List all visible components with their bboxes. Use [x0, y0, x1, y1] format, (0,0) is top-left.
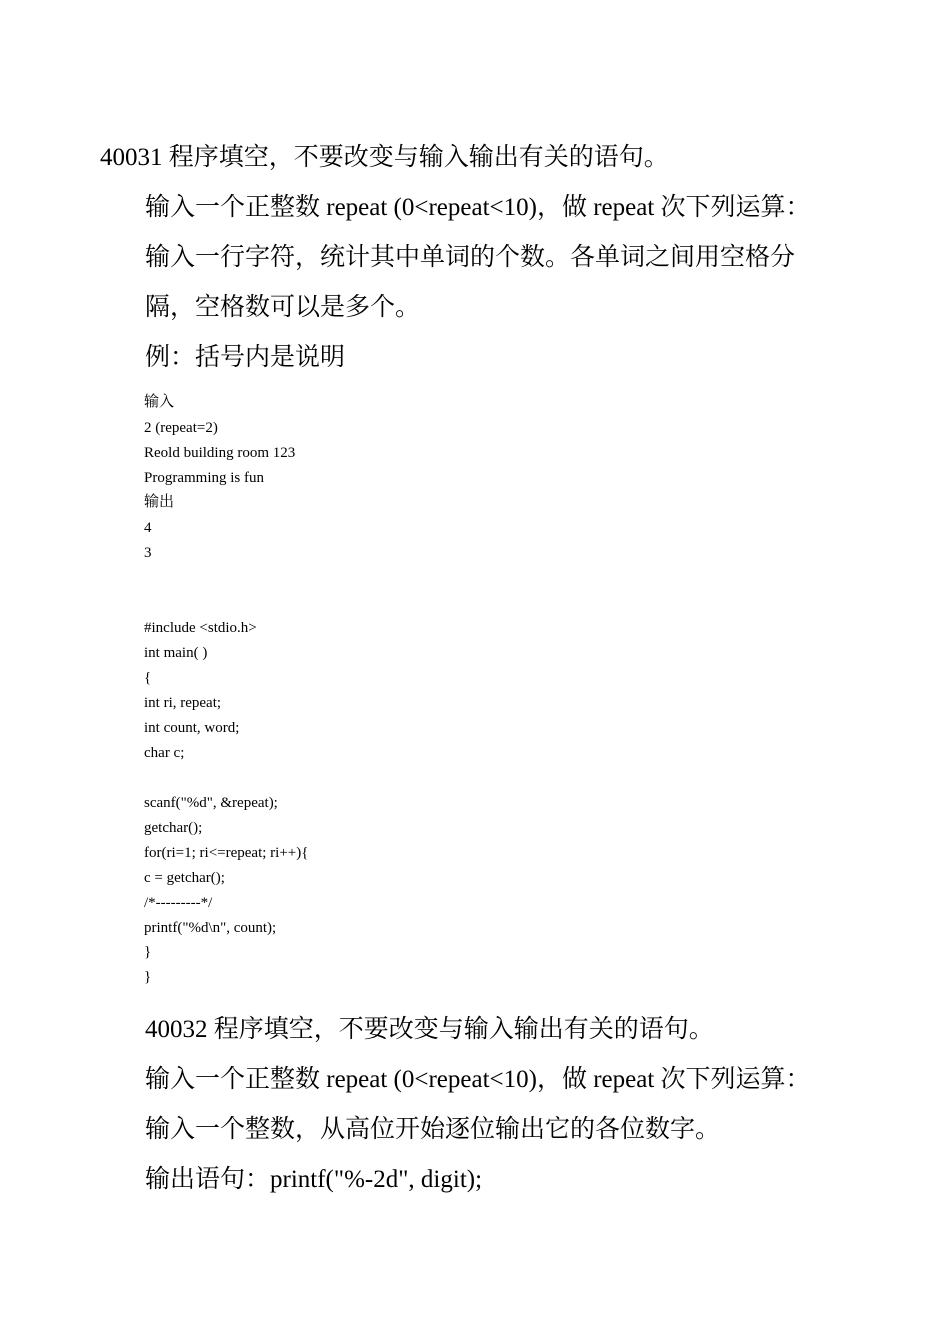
- sample-input-label: 输入: [144, 394, 175, 410]
- sample-input-line: Programming is fun: [144, 470, 264, 486]
- problem2-output-statement: 输出语句：printf("%-2d", digit);: [145, 1166, 483, 1193]
- problem1-description-line1: 输入一个正整数 repeat (0<repeat<10)，做 repeat 次下列运算：: [145, 194, 811, 221]
- problem1-example-label: 例：括号内是说明: [145, 344, 346, 371]
- code-line: int main( ): [144, 645, 208, 661]
- code-line: /*---------*/: [144, 895, 213, 911]
- code-line: }: [144, 969, 152, 985]
- problem2-description-line2: 输入一个整数，从高位开始逐位输出它的各位数字。: [145, 1116, 721, 1143]
- sample-input-line: Reold building room 123: [144, 445, 296, 461]
- code-line: }: [144, 944, 152, 960]
- code-line: scanf("%d", &repeat);: [144, 795, 278, 811]
- problem1-description-line3: 隔，空格数可以是多个。: [145, 294, 421, 321]
- code-line: {: [144, 670, 152, 686]
- sample-output-label: 输出: [144, 494, 175, 510]
- code-line: printf("%d\n", count);: [144, 920, 277, 936]
- problem1-title: 40031 程序填空，不要改变与输入输出有关的语句。: [100, 144, 669, 171]
- sample-output-line: 3: [144, 545, 152, 561]
- sample-input-line: 2 (repeat=2): [144, 420, 218, 436]
- code-line: int count, word;: [144, 720, 240, 736]
- problem1-description-line2: 输入一行字符，统计其中单词的个数。各单词之间用空格分: [145, 244, 796, 271]
- code-line: getchar();: [144, 820, 203, 836]
- sample-output-line: 4: [144, 520, 152, 536]
- problem2-description-line1: 输入一个正整数 repeat (0<repeat<10)，做 repeat 次下列运算：: [145, 1066, 811, 1093]
- code-line: #include <stdio.h>: [144, 620, 257, 636]
- code-line: for(ri=1; ri<=repeat; ri++){: [144, 845, 309, 861]
- code-line: c = getchar();: [144, 870, 225, 886]
- problem2-title: 40032 程序填空，不要改变与输入输出有关的语句。: [145, 1016, 714, 1043]
- code-line: char c;: [144, 745, 185, 761]
- code-line: int ri, repeat;: [144, 695, 222, 711]
